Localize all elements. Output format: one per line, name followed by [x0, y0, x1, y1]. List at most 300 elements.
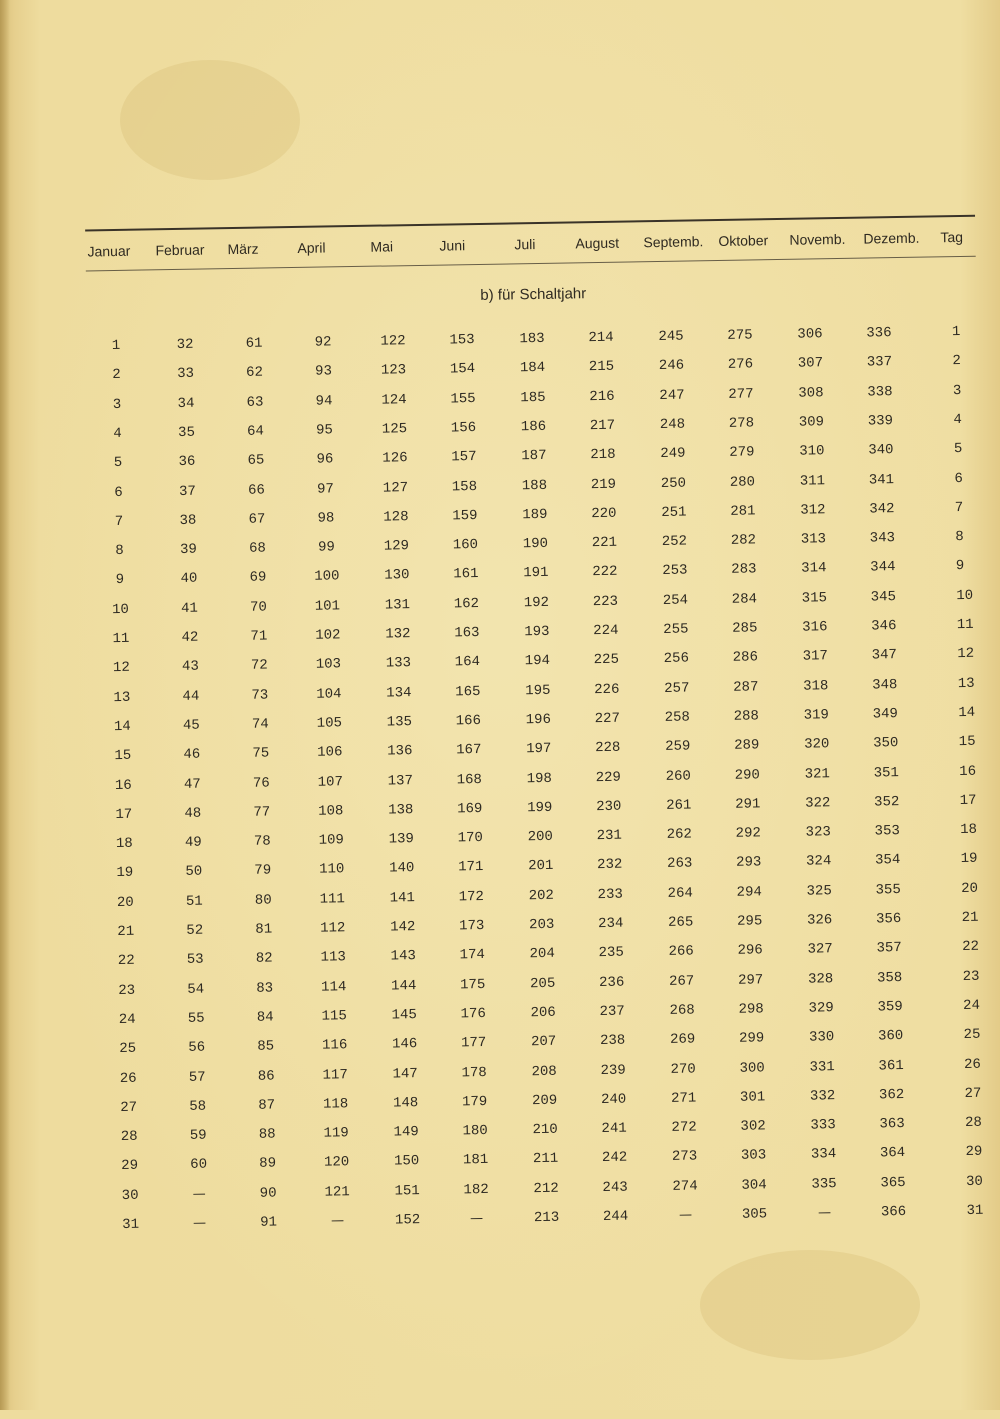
day-of-year-cell: 326	[806, 912, 833, 929]
day-of-year-cell: 211	[532, 1151, 559, 1168]
day-of-year-cell: 220	[591, 505, 617, 522]
day-of-year-cell: 218	[590, 446, 616, 464]
day-of-year-cell: 158	[451, 478, 478, 495]
day-of-year-cell: 301	[739, 1089, 766, 1106]
day-of-year-cell: 251	[661, 504, 687, 521]
day-of-year-cell: 255	[663, 621, 689, 638]
day-of-year-cell: 322	[805, 794, 831, 812]
day-of-year-cell: 71	[250, 628, 268, 645]
day-of-year-cell: 234	[597, 915, 624, 933]
day-of-year-cell: 324	[805, 853, 832, 870]
day-number-january: 8	[115, 542, 124, 560]
day-of-year-cell: 258	[664, 709, 691, 726]
day-of-year-cell: 328	[807, 970, 834, 988]
day-of-year-cell: 212	[533, 1180, 559, 1197]
day-number-right: 17	[959, 792, 977, 809]
day-of-year-cell: 81	[255, 921, 273, 938]
day-of-year-cell: 342	[869, 500, 895, 518]
day-of-year-cell: 136	[387, 743, 413, 760]
day-number-january: 22	[117, 953, 135, 970]
day-of-year-cell: 348	[872, 676, 898, 694]
day-of-year-cell: 168	[456, 771, 483, 788]
day-of-year-cell: 199	[527, 799, 553, 817]
day-of-year-cell: 237	[599, 1003, 625, 1020]
day-number-right: 8	[955, 529, 964, 546]
day-of-year-cell: 323	[805, 824, 831, 841]
day-of-year-cell: 61	[245, 335, 263, 352]
day-of-year-cell: 185	[520, 389, 546, 406]
day-of-year-cell: 181	[462, 1152, 489, 1169]
day-number-january: 30	[121, 1187, 139, 1204]
day-of-year-cell: 298	[738, 1001, 764, 1018]
day-of-year-cell: 47	[183, 776, 201, 793]
day-of-year-cell: 277	[728, 386, 754, 403]
day-of-year-cell: 252	[661, 533, 688, 551]
day-of-year-cell: 58	[189, 1098, 207, 1115]
day-of-year-cell: 309	[798, 414, 825, 431]
day-of-year-cell: 154	[449, 361, 476, 378]
day-of-year-cell: 139	[388, 831, 415, 848]
day-number-right: 27	[964, 1085, 982, 1102]
day-number-january: 13	[113, 689, 131, 706]
day-of-year-cell: 111	[319, 890, 346, 908]
day-number-january: 28	[120, 1128, 138, 1146]
day-of-year-cell: 63	[246, 394, 264, 411]
day-of-year-cell: 313	[800, 531, 827, 548]
day-of-year-cell: 254	[662, 592, 689, 609]
day-number-january: 5	[113, 455, 123, 472]
day-number-january: 12	[112, 660, 130, 677]
day-number-january: 10	[111, 601, 129, 618]
month-header: Novemb.	[789, 230, 846, 248]
day-of-year-cell: 315	[801, 589, 828, 607]
day-of-year-cell: 160	[452, 537, 479, 554]
day-of-year-cell: 67	[248, 511, 266, 528]
day-of-year-cell: 38	[179, 512, 197, 529]
day-of-year-cell: 364	[879, 1145, 906, 1162]
day-of-year-cell: 273	[671, 1148, 698, 1166]
day-of-year-cell: 57	[188, 1069, 206, 1086]
day-of-year-cell: 89	[259, 1155, 277, 1173]
day-of-year-cell: 180	[462, 1123, 488, 1140]
day-of-year-cell: 115	[321, 1008, 347, 1025]
day-number-january: 17	[115, 806, 133, 823]
day-of-year-cell: 96	[316, 451, 334, 468]
day-number-january: 23	[118, 982, 136, 999]
day-of-year-cell: 142	[390, 919, 416, 936]
day-of-year-cell: 135	[386, 714, 413, 731]
day-of-year-cell: 295	[736, 913, 763, 930]
month-header: Dezemb.	[863, 229, 920, 247]
day-of-year-cell: 123	[380, 362, 407, 379]
day-number-right: 4	[953, 411, 962, 428]
day-of-year-cell: 178	[461, 1064, 487, 1081]
day-of-year-cell: 314	[801, 560, 827, 578]
day-of-year-cell: 325	[806, 882, 832, 900]
day-of-year-cell: 51	[185, 893, 203, 910]
day-of-year-cell: 149	[393, 1124, 419, 1141]
day-of-year-cell: 360	[877, 1028, 904, 1045]
day-number-january: 18	[115, 835, 133, 853]
day-of-year-cell: 103	[315, 656, 342, 674]
day-of-year-cell: 167	[456, 742, 482, 759]
day-of-year-cell: 285	[732, 620, 758, 637]
day-of-year-cell: —	[193, 1215, 207, 1231]
day-of-year-cell: 76	[252, 774, 270, 792]
day-of-year-cell: 145	[391, 1006, 417, 1024]
day-of-year-cell: 278	[728, 415, 755, 432]
day-of-year-cell: 112	[320, 920, 346, 937]
day-of-year-cell: 288	[733, 708, 760, 725]
day-of-year-cell: 327	[807, 941, 833, 958]
day-of-year-cell: 269	[669, 1031, 696, 1049]
tag-header: Tag	[940, 228, 964, 246]
day-of-year-cell: 37	[178, 483, 197, 500]
day-of-year-cell: 275	[727, 327, 753, 344]
day-of-year-cell: 155	[450, 390, 476, 408]
day-of-year-cell: 308	[798, 384, 824, 402]
day-of-year-cell: 172	[458, 888, 484, 906]
day-of-year-cell: 202	[528, 887, 554, 904]
day-of-year-cell: 302	[740, 1118, 766, 1135]
day-of-year-cell: 248	[659, 416, 686, 433]
day-of-year-cell: 189	[522, 506, 548, 524]
day-of-year-cell: 350	[873, 735, 899, 752]
day-number-right: 6	[954, 470, 963, 487]
day-of-year-cell: 267	[668, 973, 695, 990]
month-header: Mai	[370, 238, 394, 255]
day-number-january: 31	[122, 1216, 140, 1233]
day-of-year-cell: 116	[321, 1037, 348, 1054]
day-of-year-cell: 128	[383, 508, 409, 526]
day-of-year-cell: 213	[533, 1209, 560, 1227]
day-of-year-cell: 73	[251, 687, 269, 704]
day-of-year-cell: —	[469, 1211, 484, 1227]
day-of-year-cell: 319	[803, 707, 830, 724]
day-of-year-cell: 336	[866, 325, 892, 342]
day-of-year-cell: 162	[453, 595, 480, 613]
day-number-january: 7	[114, 513, 124, 530]
day-of-year-cell: 74	[251, 716, 269, 733]
month-header: Februar	[155, 241, 205, 259]
day-of-year-cell: 175	[459, 976, 486, 993]
day-of-year-cell: 151	[394, 1182, 420, 1200]
day-of-year-cell: 56	[188, 1039, 206, 1057]
day-of-year-cell: 345	[870, 588, 897, 606]
day-of-year-cell: 191	[523, 565, 549, 582]
day-of-year-cell: 109	[318, 832, 345, 849]
day-number-january: 19	[116, 865, 134, 882]
day-of-year-cell: 101	[314, 597, 341, 615]
day-of-year-cell: 70	[249, 599, 267, 616]
day-of-year-cell: 263	[666, 855, 693, 873]
day-of-year-cell: 330	[808, 1029, 835, 1046]
day-of-year-cell: 197	[526, 741, 552, 758]
header-bottom-rule	[86, 256, 976, 272]
day-of-year-cell: 244	[602, 1208, 629, 1226]
day-of-year-cell: 225	[593, 651, 620, 669]
day-of-year-cell: 33	[177, 365, 195, 383]
day-of-year-cell: 179	[461, 1093, 488, 1111]
day-of-year-cell: 164	[454, 654, 481, 671]
day-number-january: 25	[119, 1040, 137, 1058]
day-of-year-cell: 195	[525, 682, 551, 699]
day-of-year-cell: 119	[323, 1125, 349, 1142]
day-of-year-cell: 65	[247, 452, 265, 470]
month-header: August	[575, 234, 620, 252]
day-of-year-cell: 236	[598, 974, 625, 991]
day-of-year-cell: 353	[874, 823, 900, 840]
day-of-year-cell: 125	[381, 421, 408, 438]
day-of-year-cell: 207	[530, 1033, 557, 1051]
day-of-year-cell: 66	[247, 482, 266, 499]
day-of-year-cell: 124	[381, 391, 407, 409]
day-of-year-cell: 32	[176, 336, 194, 353]
day-of-year-cell: 272	[671, 1119, 697, 1136]
day-of-year-cell: 316	[802, 619, 828, 636]
day-of-year-cell: 97	[316, 480, 335, 498]
day-of-year-cell: 214	[588, 329, 614, 347]
day-of-year-cell: 305	[741, 1206, 768, 1223]
day-of-year-cell: 208	[531, 1063, 557, 1080]
day-of-year-cell: 283	[731, 561, 757, 579]
day-of-year-cell: 203	[528, 916, 555, 934]
day-of-year-cell: 49	[184, 834, 202, 851]
day-of-year-cell: 161	[453, 566, 479, 583]
day-of-year-cell: 53	[186, 951, 204, 969]
day-of-year-cell: 82	[255, 950, 273, 968]
day-of-year-cell: 274	[672, 1178, 698, 1195]
day-of-year-cell: 138	[388, 801, 414, 819]
day-of-year-cell: 363	[879, 1116, 905, 1133]
day-of-year-cell: 187	[521, 448, 547, 465]
day-of-year-cell: 87	[258, 1097, 276, 1114]
day-of-year-cell: 98	[317, 510, 335, 527]
month-header: Juli	[514, 236, 536, 253]
day-of-year-cell: 120	[323, 1154, 350, 1172]
day-of-year-cell: 250	[660, 475, 687, 492]
day-of-year-cell: 102	[315, 627, 341, 644]
day-number-right: 23	[962, 968, 980, 985]
day-number-january: 14	[113, 718, 131, 735]
day-of-year-cell: —	[192, 1186, 206, 1202]
day-number-right: 25	[963, 1026, 981, 1044]
day-number-right: 5	[953, 441, 963, 458]
day-of-year-cell: 294	[736, 884, 762, 901]
day-of-year-cell: 268	[669, 1002, 695, 1019]
day-of-year-cell: 271	[670, 1090, 697, 1107]
day-of-year-cell: 45	[182, 717, 200, 734]
day-of-year-cell: 62	[246, 364, 264, 382]
day-number-january: 11	[112, 630, 130, 648]
day-of-year-cell: 105	[316, 715, 343, 732]
day-of-year-cell: 36	[178, 453, 196, 471]
day-of-year-cell: 93	[314, 363, 333, 380]
day-of-year-cell: 238	[599, 1032, 626, 1050]
day-number-right: 12	[957, 646, 975, 663]
day-of-year-cell: 224	[593, 622, 619, 640]
day-of-year-cell: 106	[317, 744, 343, 761]
day-of-year-cell: 365	[880, 1174, 906, 1192]
day-of-year-cell: 144	[390, 977, 417, 995]
day-of-year-cell: 339	[867, 413, 894, 430]
day-number-january: 4	[113, 425, 122, 442]
day-of-year-cell: 86	[257, 1067, 275, 1085]
day-of-year-cell: 249	[660, 445, 686, 463]
day-of-year-cell: 34	[177, 395, 195, 412]
day-number-right: 2	[952, 353, 961, 370]
day-of-year-cell: 40	[180, 571, 198, 588]
day-number-january: 6	[114, 484, 123, 501]
day-number-right: 24	[962, 997, 981, 1014]
day-of-year-cell: 340	[868, 442, 894, 459]
month-header: Juni	[439, 237, 466, 254]
day-of-year-cell: 117	[322, 1066, 348, 1084]
day-of-year-cell: 245	[658, 328, 684, 345]
day-of-year-cell: 300	[739, 1059, 765, 1077]
day-of-year-cell: 184	[519, 360, 546, 377]
day-of-year-cell: 307	[797, 355, 824, 372]
day-of-year-cell: 343	[869, 530, 896, 547]
day-of-year-cell: 121	[324, 1183, 350, 1201]
day-of-year-cell: 157	[451, 449, 477, 466]
day-number-january: 16	[114, 777, 132, 794]
day-number-january: 26	[119, 1070, 137, 1087]
day-of-year-cell: 77	[253, 804, 271, 821]
day-of-year-cell: 46	[183, 746, 201, 764]
day-number-january: 24	[118, 1011, 136, 1028]
day-of-year-cell: 259	[665, 738, 691, 756]
table-subtitle: b) für Schaltjahr	[480, 285, 587, 304]
day-of-year-cell: 147	[392, 1065, 418, 1082]
day-of-year-cell: 133	[385, 655, 412, 672]
day-number-right: 28	[964, 1114, 983, 1132]
day-of-year-cell: 54	[187, 981, 205, 998]
month-header: April	[297, 239, 326, 256]
day-of-year-cell: 150	[393, 1153, 420, 1170]
day-number-january: 27	[120, 1099, 138, 1116]
day-of-year-cell: 210	[532, 1121, 558, 1139]
day-of-year-cell: 317	[802, 648, 829, 665]
day-of-year-cell: 276	[727, 356, 754, 374]
day-of-year-cell: 241	[601, 1120, 627, 1138]
day-of-year-cell: 332	[809, 1087, 836, 1105]
day-of-year-cell: 194	[524, 653, 551, 670]
day-of-year-cell: 247	[659, 387, 685, 404]
day-of-year-cell: 186	[520, 418, 547, 436]
day-of-year-cell: 43	[181, 658, 199, 676]
day-of-year-cell: 130	[384, 567, 410, 584]
day-number-right: 15	[958, 733, 976, 751]
day-number-right: 1	[951, 323, 961, 341]
month-header: Januar	[87, 242, 131, 260]
day-of-year-cell: 159	[452, 507, 478, 525]
day-of-year-cell: 215	[588, 359, 615, 376]
day-of-year-cell: 318	[803, 677, 829, 695]
day-of-year-cell: 100	[314, 568, 340, 586]
day-of-year-cell: 281	[730, 503, 756, 520]
day-of-year-cell: 99	[317, 539, 335, 556]
day-of-year-cell: 282	[730, 532, 757, 549]
day-of-year-cell: 55	[187, 1010, 205, 1027]
day-number-january: 9	[115, 572, 125, 589]
day-of-year-cell: 262	[666, 826, 692, 844]
day-of-year-cell: 362	[878, 1086, 905, 1104]
day-of-year-cell: 293	[735, 854, 762, 872]
day-of-year-cell: 221	[591, 534, 618, 552]
day-of-year-cell: 257	[664, 680, 690, 697]
day-of-year-cell: 39	[179, 541, 198, 559]
day-of-year-cell: 198	[526, 770, 553, 787]
day-of-year-cell: 243	[602, 1179, 628, 1196]
day-of-year-cell: 110	[319, 861, 345, 879]
day-of-year-cell: 291	[735, 796, 761, 813]
day-of-year-cell: 60	[190, 1156, 208, 1174]
day-of-year-cell: 261	[666, 797, 692, 814]
day-of-year-cell: 270	[670, 1060, 696, 1078]
day-of-year-cell: 216	[589, 388, 615, 405]
day-of-year-cell: 64	[246, 423, 265, 440]
day-number-right: 14	[958, 704, 976, 721]
day-of-year-cell: —	[330, 1213, 345, 1229]
day-of-year-cell: 104	[316, 685, 342, 703]
day-of-year-cell: 92	[314, 334, 332, 351]
day-of-year-cell: 83	[256, 980, 274, 997]
day-of-year-cell: 310	[799, 443, 825, 460]
day-of-year-cell: 193	[524, 623, 550, 641]
day-of-year-cell: 166	[455, 712, 482, 730]
day-of-year-cell: 217	[589, 417, 616, 435]
day-of-year-cell: 341	[868, 471, 895, 489]
day-of-year-cell: 122	[380, 333, 406, 350]
day-of-year-cell: 240	[600, 1091, 627, 1108]
day-of-year-cell: 349	[872, 705, 899, 723]
day-of-year-cell: 84	[256, 1009, 274, 1026]
day-number-right: 3	[952, 382, 962, 399]
day-of-year-cell: 256	[663, 650, 690, 668]
day-of-year-cell: 163	[454, 624, 480, 642]
day-of-year-cell: 85	[257, 1038, 275, 1055]
day-of-year-cell: 312	[800, 502, 826, 519]
day-of-year-cell: 146	[391, 1036, 418, 1053]
day-of-year-cell: 280	[729, 473, 756, 491]
day-of-year-cell: 69	[249, 569, 267, 587]
day-number-january: 20	[116, 894, 134, 911]
day-of-year-cell: 356	[875, 911, 902, 928]
day-of-year-cell: 233	[597, 886, 623, 903]
day-of-year-cell: 94	[315, 392, 333, 410]
day-of-year-cell: 338	[867, 383, 893, 401]
day-of-year-cell: 188	[521, 477, 548, 494]
day-number-right: 29	[965, 1144, 983, 1161]
day-of-year-cell: 41	[180, 600, 198, 617]
day-of-year-cell: 88	[258, 1126, 276, 1143]
day-of-year-cell: 354	[874, 852, 901, 869]
day-of-year-cell: 287	[733, 678, 759, 696]
day-of-year-cell: 228	[595, 739, 621, 757]
day-of-year-cell: 358	[876, 969, 903, 987]
day-of-year-cell: 335	[811, 1175, 837, 1193]
day-of-year-cell: 265	[667, 914, 694, 931]
day-of-year-cell: 344	[870, 559, 896, 576]
day-of-year-cell: 95	[315, 422, 334, 439]
day-number-right: 13	[957, 675, 975, 692]
day-of-year-cell: 337	[866, 354, 893, 371]
day-of-year-cell: 311	[799, 472, 826, 490]
day-of-year-cell: 131	[384, 596, 411, 614]
day-of-year-cell: 222	[592, 564, 618, 581]
day-of-year-cell: 299	[738, 1030, 765, 1047]
